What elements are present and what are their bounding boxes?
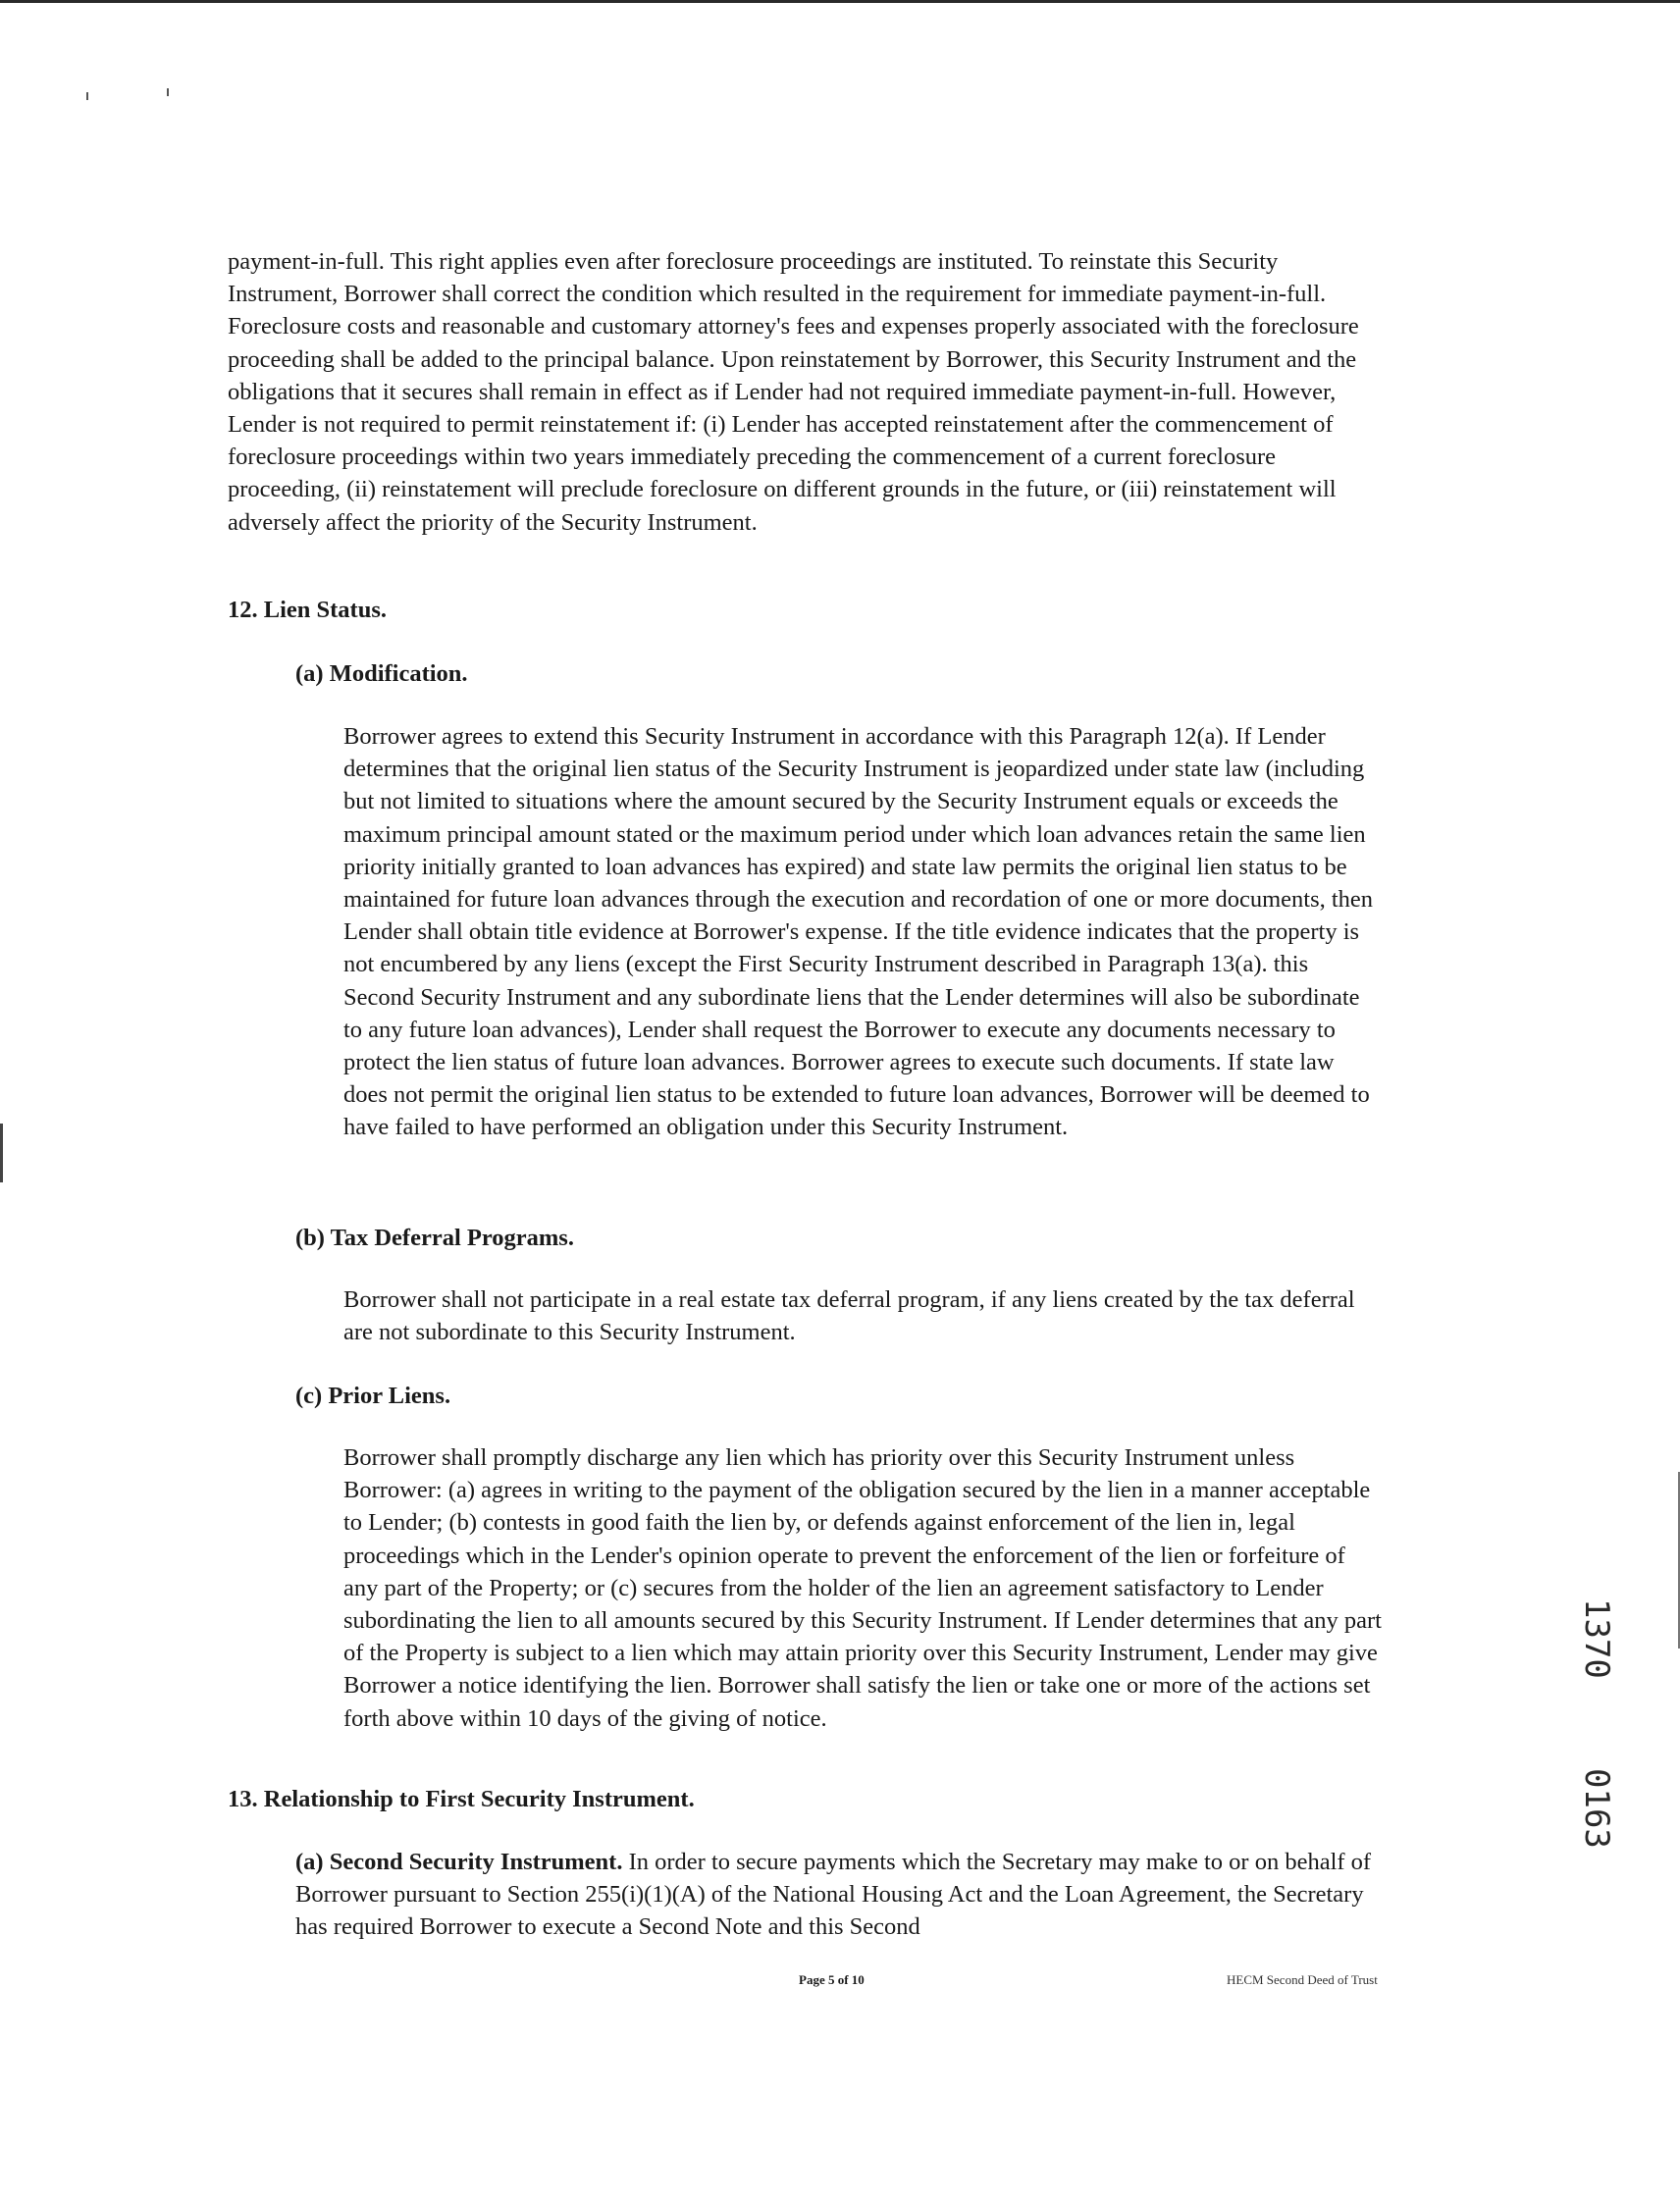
scan-speck — [86, 92, 88, 100]
section-12c-text: Borrower shall promptly discharge any lien which has priority over this Security Instrument unless Borrower: (a) agrees in writing to the payment of the obligation secured by the lien in a manner acceptable to Lender; (b) contests in good faith the lien by, or defends against enforcement of the lien in, legal proceedings which in the Lender's opinion operate to prevent the enforcement of the lien or forfeiture of any part of the Property; or (c) secures from the holder of the lien an agreement satisfactory to Lender subordinating the lien to all amounts secured by this Security Instrument. If Lender determines that any part of the Property is subject to a lien which may attain priority over this Security Instrument, Lender may give Borrower a notice identifying the lien. Borrower shall satisfy the lien or take one or more of the actions set forth above within 10 days of the giving of notice. — [343, 1444, 1382, 1732]
document-title-footer: HECM Second Deed of Trust — [1227, 1972, 1378, 1987]
section-13a-paragraph — [295, 1846, 1394, 1944]
section-12b-text: Borrower shall not participate in a real estate tax deferral program, if any liens created by the tax deferral are not subordinate to this Security Instrument. — [343, 1286, 1355, 1346]
section-12c-heading: (c) Prior Liens. — [295, 1383, 451, 1409]
page-number: Page 5 of 10 — [799, 1972, 865, 1987]
scan-border-top — [0, 0, 1680, 3]
recording-stamp — [1577, 1570, 1619, 1877]
scan-border-left — [0, 1124, 3, 1182]
section-13-heading: 13. Relationship to First Security Instrument. — [228, 1786, 695, 1812]
recording-stamp-second: 0163 — [1577, 1768, 1616, 1849]
section-13a-heading: (a) Second Security Instrument. — [295, 1849, 623, 1875]
section-12a-text: Borrower agrees to extend this Security Instrument in accordance with this Paragraph 12(a). If Lender determines that the original lien status of the Security Instrument is jeopardized under state law (including but not limited to situations where the amount secured by the Security Instrument equals or exceeds the maximum principal amount stated or the maximum period under which loan advances retain the same lien priority initially granted to loan advances has expired) and state law permits the original lien status to be maintained for future loan advances through the execution and recordation of one or more documents, then Lender shall obtain title evidence at Borrower's expense. If the title evidence indicates that the property is not encumbered by any liens (except the First Security Instrument described in Paragraph 13(a). this Second Security Instrument and any subordinate liens that the Lender determines will also be subordinate to any future loan advances), Lender shall request the Borrower to execute any documents necessary to protect the lien status of future loan advances. Borrower agrees to execute such documents. If state law does not permit the original lien status to be extended to future loan advances, Borrower will be deemed to have failed to have performed an obligation under this Security Instrument. — [343, 723, 1374, 1141]
scan-speck — [167, 88, 169, 96]
section-12-heading: 12. Lien Status. — [228, 597, 388, 623]
recording-stamp-first: 1370 — [1577, 1598, 1616, 1679]
section-13a-text: In order to secure payments which the Secretary may make to or on behalf of Borrower pursuant to Section 255(i)(1)(A) of the National Housing Act and the Loan Agreement, the Secretary has required Borrower to execute a Second Note and this Second — [295, 1849, 1372, 1941]
intro-paragraph: payment-in-full. This right applies even after foreclosure proceedings are instituted. To reinstate this Security Instrument, Borrower shall correct the condition which resulted in the requirement for immediate payment-in-full. Foreclosure costs and reasonable and customary attorney's fees and expenses properly associated with the foreclosure proceeding shall be added to the principal balance. Upon reinstatement by Borrower, this Security Instrument and the obligations that it secures shall remain in effect as if Lender had not required immediate payment-in-full. However, Lender is not required to permit reinstatement if: (i) Lender has accepted reinstatement after the commencement of foreclosure proceedings within two years immediately preceding the commencement of a current foreclosure proceeding, (ii) reinstatement will preclude foreclosure on different grounds in the future, or (iii) reinstatement will adversely affect the priority of the Security Instrument. — [228, 248, 1359, 536]
section-12b-heading: (b) Tax Deferral Programs. — [295, 1225, 574, 1251]
section-12a-heading: (a) Modification. — [295, 660, 468, 687]
